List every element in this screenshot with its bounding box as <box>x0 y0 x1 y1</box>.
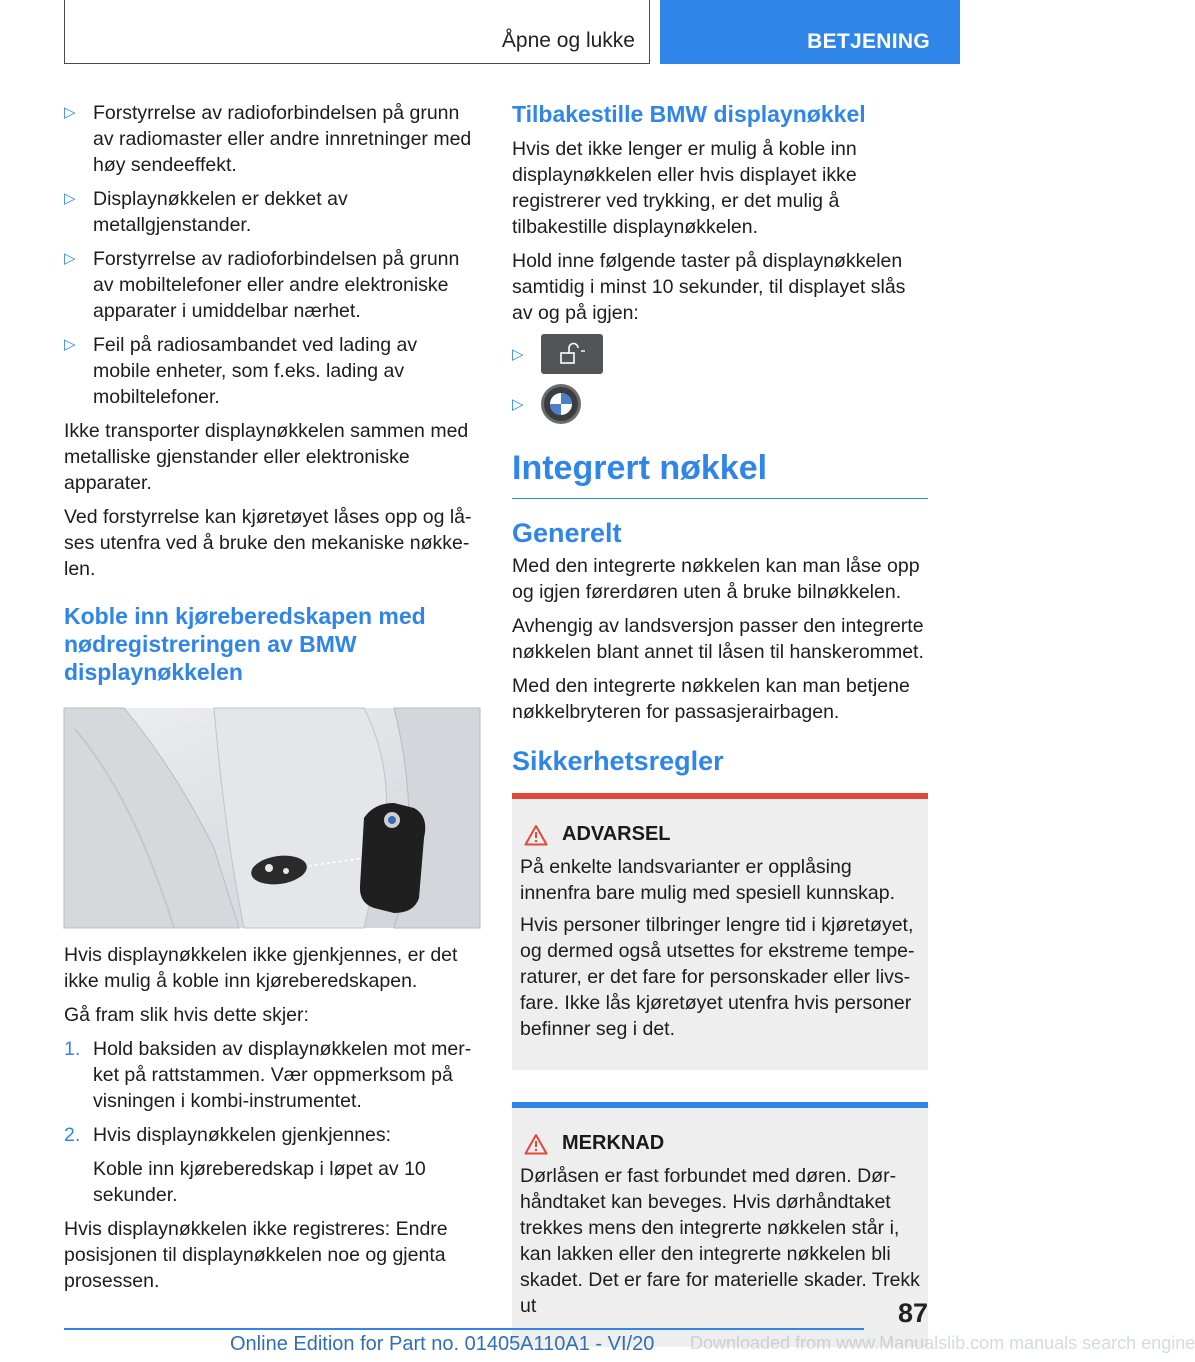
triangle-bullet-icon: ▷ <box>512 346 524 363</box>
paragraph: Gå fram slik hvis dette skjer: <box>64 1004 309 1026</box>
footer-watermark: Downloaded from www.Manualslib.com manuals search engine <box>690 1333 1195 1353</box>
paragraph: Med den integrerte nøkkelen kan man betjene nøkkelbryteren for passasjerairbagen. <box>512 675 910 723</box>
unlock-icon <box>541 334 603 374</box>
left-column <box>64 100 479 1302</box>
paragraph: Hvis det ikke lenger er mulig å koble inn displaynøkkelen eller hvis displayet ikke registrerer ved trykking, er det mulig å tilbakestille displaynøkkelen. <box>512 138 857 238</box>
paragraph: Ved forstyrrelse kan kjøretøyet låses opp og låses utenfra ved å bruke den mekaniske nøkkelen. <box>64 506 472 580</box>
paragraph: Med den integrerte nøkkelen kan man låse opp og igjen førerdøren uten å bruke bilnøkkelen. <box>512 555 920 603</box>
warning-text: Hvis personer tilbringer lengre tid i kjøretøyet, og dermed også utsettes for ekstreme temperaturer, er det fare for personskader eller livsfare. Ikke lås kjøretøyet utenfra hvis personer befinner seg i det. <box>520 914 915 1040</box>
key-button-row <box>512 384 928 424</box>
subsection-heading: Sikkerhetsregler <box>512 746 724 776</box>
key-button-row <box>512 334 928 374</box>
unlock-key-button <box>541 334 603 374</box>
steering-column-drawing <box>64 708 480 928</box>
triangle-bullet-icon: ▷ <box>64 104 76 121</box>
warning-text: På enkelte landsvarianter er opplåsing innenfra bare mulig med spesiell kunnskap. <box>520 856 896 904</box>
triangle-bullet-icon: ▷ <box>64 190 76 207</box>
notice-title: MERKNAD <box>520 1132 920 1155</box>
subsection-heading: Generelt <box>512 518 622 548</box>
footer-edition: Online Edition for Part no. 01405A110A1 - VI/20 <box>230 1333 655 1355</box>
header-section-box <box>64 0 650 64</box>
footer-divider <box>64 1328 864 1330</box>
section-heading: Koble inn kjøreberedskapen med nødregistreringen av BMW displaynøkkelen <box>64 603 426 685</box>
paragraph: Hold inne følgende taster på displaynøkkelen samtidig i minst 10 sekunder, til displayet slås av og på igjen: <box>512 250 906 324</box>
triangle-bullet-icon: ▷ <box>64 250 76 267</box>
notice-box <box>512 1102 928 1347</box>
warning-title: ADVARSEL <box>520 823 920 846</box>
paragraph: Ikke transporter displaynøkkelen sammen med metalliske gjenstander eller elektroniske apparater. <box>64 420 469 494</box>
bmw-logo-key-button <box>541 384 581 424</box>
section-title: Åpne og lukke <box>501 29 635 52</box>
notice-text: Dørlåsen er fast forbundet med døren. Dørhåndtaket kan beveges. Hvis dørhåndtaket trekkes mens den integrerte nøkkelen står i, kan lakken eller den integrerte nøkkelen bli skadet. Det er fare for materielle skader. Trekk ut <box>520 1165 920 1317</box>
chapter-heading: Integrert nøkkel <box>512 448 928 499</box>
bmw-logo-icon <box>541 384 581 424</box>
list-item: ▷ Forstyrrelse av radioforbindelsen på grunn av mobiltelefoner eller andre elektroniske apparater i umiddelbar nærhet. <box>64 248 460 322</box>
warning-box <box>512 793 928 1070</box>
warning-triangle-icon <box>524 824 548 846</box>
step-item: 2. Hvis displaynøkkelen gjenkjennes: <box>64 1124 392 1146</box>
warning-triangle-icon <box>524 1133 548 1155</box>
right-column <box>512 100 928 1347</box>
chapter-tab-label: BETJENING <box>807 30 930 53</box>
step-2-detail: Koble inn kjøreberedskap i løpet av 10 sekunder. <box>93 1158 426 1206</box>
section-heading: Tilbakestille BMW displaynøkkel <box>512 101 866 127</box>
paragraph: Hvis displaynøkkelen ikke gjenkjennes, er det ikke mulig å koble inn kjøreberedskapen. <box>64 944 458 992</box>
step-item: 1. Hold baksiden av displaynøkkelen mot merket på rattstammen. Vær oppmerksom på visningen i kombi-instrumentet. <box>64 1038 472 1112</box>
list-item: ▷ Displaynøkkelen er dekket av metallgjenstander. <box>64 188 348 236</box>
steps-list <box>64 1036 479 1148</box>
steering-column-illustration <box>64 708 480 928</box>
paragraph: Avhengig av landsversjon passer den integrerte nøkkelen blant annet til låsen til hanskerommet. <box>512 615 924 663</box>
triangle-bullet-icon: ▷ <box>64 336 76 353</box>
list-item: ▷ Forstyrrelse av radioforbindelsen på grunn av radiomaster eller andre innretninger med høy sendeeffekt. <box>64 102 472 176</box>
page-number: 87 <box>897 1298 928 1328</box>
paragraph: Hvis displaynøkkelen ikke registreres: Endre posisjonen til displaynøkkelen noe og gjenta prosessen. <box>64 1218 448 1292</box>
interference-list <box>64 100 479 410</box>
chapter-tab <box>660 0 960 64</box>
triangle-bullet-icon: ▷ <box>512 396 524 413</box>
list-item: ▷ Feil på radiosambandet ved lading av mobile enheter, som f.eks. lading av mobiltelefoner. <box>64 334 418 408</box>
